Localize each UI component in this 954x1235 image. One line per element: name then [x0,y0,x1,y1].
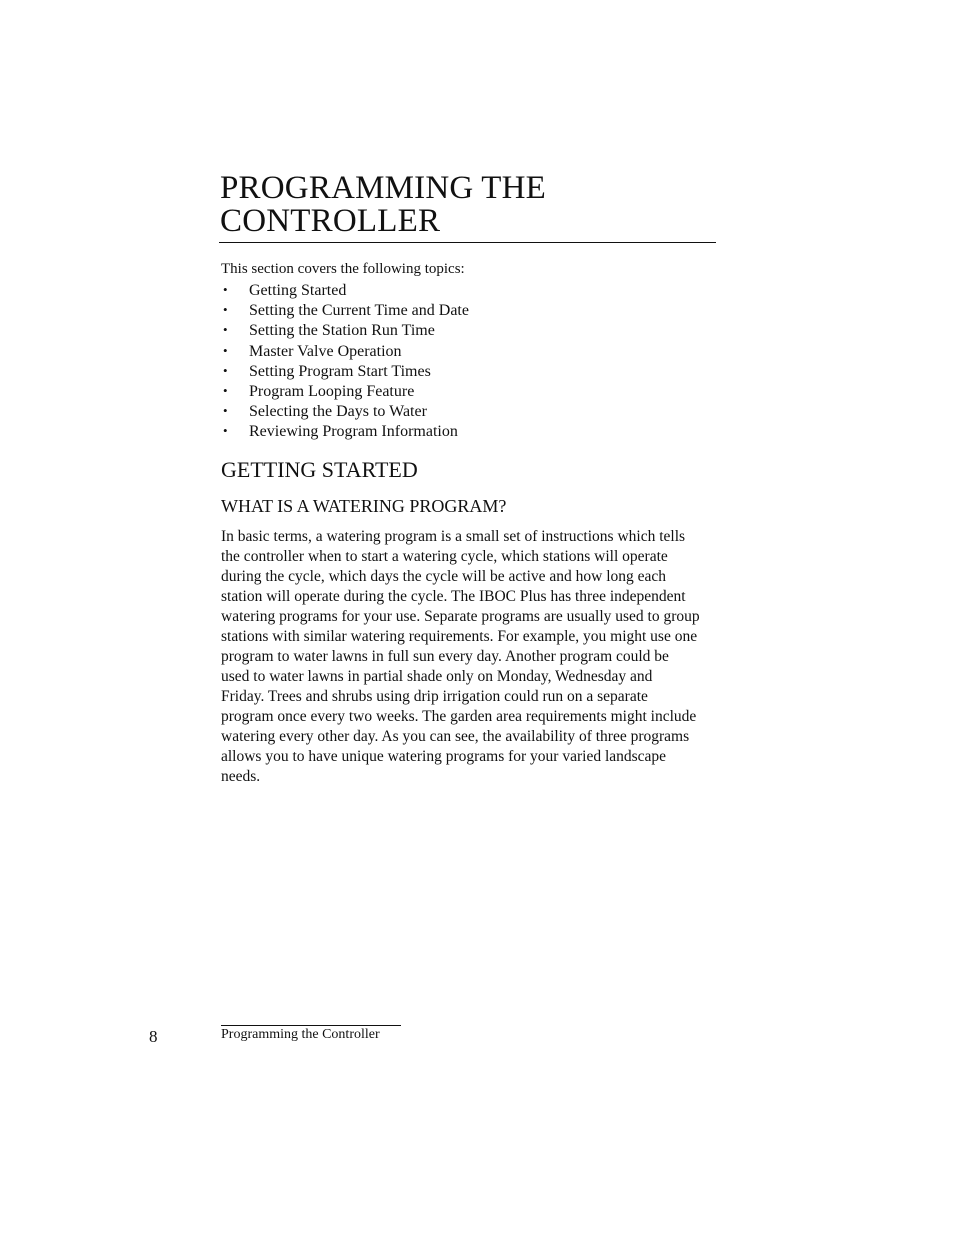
topic-label: Setting the Current Time and Date [249,302,469,320]
list-item [221,362,469,382]
topic-label: Reviewing Program Information [249,423,458,441]
bullet-icon: • [223,282,228,297]
bullet-icon: • [223,322,228,338]
body-line: program once every two weeks. The garden area requirements might include [221,708,697,725]
topic-label: Selecting the Days to Water [249,403,427,421]
page-title-line-1: PROGRAMMING THE [220,170,547,206]
list-item [221,281,469,301]
page-title [220,172,716,238]
topic-label: Setting the Station Run Time [249,322,435,340]
body-line: watering every other day. As you can see, the availability of three programs [221,728,690,745]
page-title-line-2: CONTROLLER [220,203,441,239]
body-line: during the cycle, which days the cycle will be active and how long each [221,568,667,585]
body-line: the controller when to start a watering cycle, which stations will operate [221,548,668,565]
body-paragraph [221,527,721,787]
topic-label: Setting Program Start Times [249,362,431,380]
bullet-icon: • [223,302,228,318]
title-rule [219,242,716,243]
body-line: needs. [221,768,261,785]
intro-text: This section covers the following topics: [221,261,465,277]
body-line: station will operate during the cycle. The IBOC Plus has three independent [221,588,686,605]
topic-list [221,281,469,443]
bullet-icon: • [223,342,228,358]
list-item [221,342,469,362]
topic-label: Master Valve Operation [249,342,402,360]
sub-heading: WHAT IS A WATERING PROGRAM? [221,496,507,516]
list-item [221,321,469,341]
list-item [221,422,469,442]
list-item [221,402,469,422]
body-line: stations with similar watering requirements. For example, you might use one [221,628,698,645]
bullet-icon: • [223,403,228,419]
bullet-icon: • [223,362,228,378]
list-item [221,301,469,321]
body-line: watering programs for your use. Separate programs are usually used to group [221,608,700,625]
list-item [221,382,469,402]
running-footer-title: Programming the Controller [221,1027,380,1042]
page-number: 8 [149,1027,158,1046]
section-heading: GETTING STARTED [221,457,418,482]
body-line: used to water lawns in partial shade only on Monday, Wednesday and [221,668,653,685]
body-line: allows you to have unique watering programs for your varied landscape [221,748,667,765]
topic-label: Program Looping Feature [249,382,415,400]
body-line: program to water lawns in full sun every day. Another program could be [221,648,669,665]
bullet-icon: • [223,382,228,398]
body-line: Friday. Trees and shrubs using drip irrigation could run on a separate [221,688,648,705]
topic-label: Getting Started [249,282,347,299]
body-line: In basic terms, a watering program is a small set of instructions which tells [221,528,686,545]
bullet-icon: • [223,423,228,439]
